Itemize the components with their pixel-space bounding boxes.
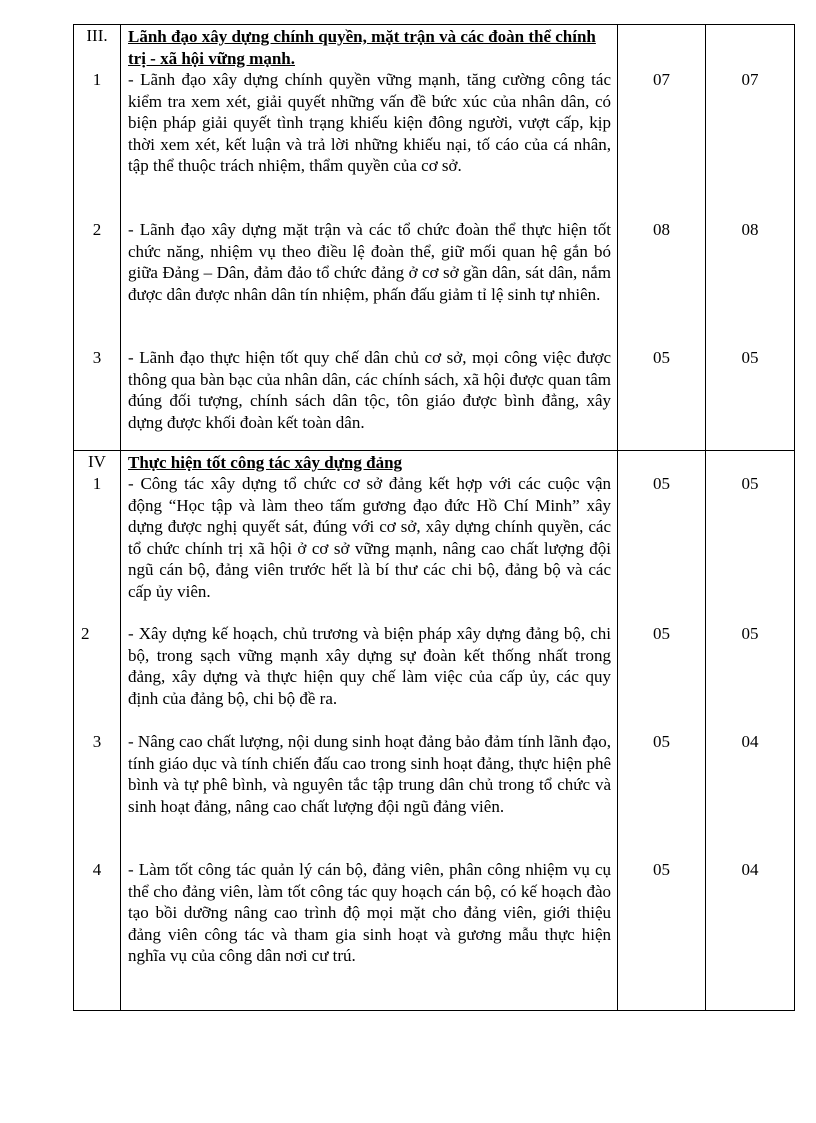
- item-number: 3: [92, 348, 102, 367]
- item-text: - Lãnh đạo xây dựng mặt trận và các tổ chức đoàn thể thực hiện tốt chức năng, nhiệm vụ theo điều lệ đoàn thể, giữ mối quan hệ gắn bó giữa Đảng – Dân, đảm đảo tổ chức đảng ở cơ sở gần dân, sát dân, nắm được dân được nhân dân tín nhiệm, phấn đấu giảm tỉ lệ sinh tự nhiên.: [128, 220, 611, 304]
- evaluation-table: [73, 24, 795, 1011]
- score-a: 05: [653, 624, 670, 643]
- score-a: 05: [653, 860, 670, 879]
- section-number-cell: [74, 451, 121, 1011]
- item-text: - Làm tốt công tác quản lý cán bộ, đảng viên, phân công nhiệm vụ cụ thể cho đảng viên, làm tốt công tác quy hoạch cán bộ, có kế hoạch đào tạo bồi dưỡng nâng cao trình độ mọi mặt cho đảng viên, giới thiệu đảng viên công tác và tham gia sinh hoạt và gương mẫu thực hiện nghĩa vụ của công dân nơi cư trú.: [128, 860, 611, 965]
- score-b: 04: [741, 860, 759, 879]
- item-text: - Nâng cao chất lượng, nội dung sinh hoạt đảng bảo đảm tính lãnh đạo, tính giáo dục và tính chiến đấu cao trong sinh hoạt đảng, thực hiện phê bình và tự phê bình, và nguyên tắc tập trung dân chủ trong tổ chức và sinh hoạt đảng, nâng cao chất lượng đội ngũ đảng viên.: [128, 732, 611, 816]
- score-b: 07: [741, 70, 759, 89]
- score-b: 05: [741, 474, 759, 493]
- score-b: 08: [741, 220, 759, 239]
- section-row-iv: [74, 451, 795, 1011]
- score-a-cell: [618, 25, 706, 451]
- item-number: 2: [92, 220, 102, 239]
- score-b: 05: [741, 348, 759, 367]
- item-number: 2: [81, 624, 90, 643]
- score-b: 04: [741, 732, 759, 751]
- score-b-cell: [706, 451, 795, 1011]
- section-content-cell: [121, 451, 618, 1011]
- score-b-cell: [706, 25, 795, 451]
- score-a: 08: [653, 220, 670, 239]
- section-number-cell: [74, 25, 121, 451]
- section-title: Lãnh đạo xây dựng chính quyền, mặt trận và các đoàn thể chính trị - xã hội vững mạnh.: [128, 27, 596, 68]
- score-a: 05: [653, 474, 670, 493]
- score-a: 07: [653, 70, 670, 89]
- item-number: 1: [92, 474, 102, 493]
- section-roman: IV: [88, 452, 106, 471]
- item-text: - Lãnh đạo xây dựng chính quyền vững mạnh, tăng cường công tác kiểm tra xem xét, giải quyết những vấn đề bức xúc của nhân dân, có biện pháp giải quyết tình trạng khiếu kiện đông người, vượt cấp, kịp thời xem xét, kết luận và trả lời những khiếu nại, tố cáo của cá nhân, tập thể thuộc trách nhiệm, thẩm quyền của cơ sở.: [128, 70, 611, 175]
- item-number: 1: [92, 70, 102, 89]
- section-row-iii: [74, 25, 795, 451]
- score-b: 05: [741, 624, 759, 643]
- item-number: 4: [92, 860, 102, 879]
- score-a-cell: [618, 451, 706, 1011]
- item-text: - Xây dựng kế hoạch, chủ trương và biện pháp xây dựng đảng bộ, chi bộ, trong sạch vững mạnh xây dựng sự đoàn kết thống nhất trong đảng, xây dựng và thực hiện quy chế làm việc của cấp ủy, các quy định của đảng bộ, chi bộ đề ra.: [128, 624, 611, 708]
- section-roman: III.: [86, 26, 108, 45]
- item-text: - Công tác xây dựng tổ chức cơ sở đảng kết hợp với các cuộc vận động “Học tập và làm theo tấm gương đạo đức Hồ Chí Minh” xây dựng được nghị quyết sát, đúng với cơ sở, xây dựng chính quyền, các tổ chức chính trị xã hội ở cơ sở vững mạnh, nâng cao chất lượng đội ngũ cán bộ, đảng viên trước hết là bí thư các chi bộ, đảng bộ và các cấp ủy viên.: [128, 474, 611, 601]
- section-content-cell: [121, 25, 618, 451]
- score-a: 05: [653, 348, 670, 367]
- score-a: 05: [653, 732, 670, 751]
- section-title: Thực hiện tốt công tác xây dựng đảng: [128, 453, 403, 472]
- item-number: 3: [92, 732, 102, 751]
- item-text: - Lãnh đạo thực hiện tốt quy chế dân chủ cơ sở, mọi công việc được thông qua bàn bạc của nhân dân, các chính sách, xã hội được quan tâm đúng đối tượng, chính sách dân tộc, tôn giáo được bình đẳng, xây dựng được khối đoàn kết toàn dân.: [128, 348, 611, 432]
